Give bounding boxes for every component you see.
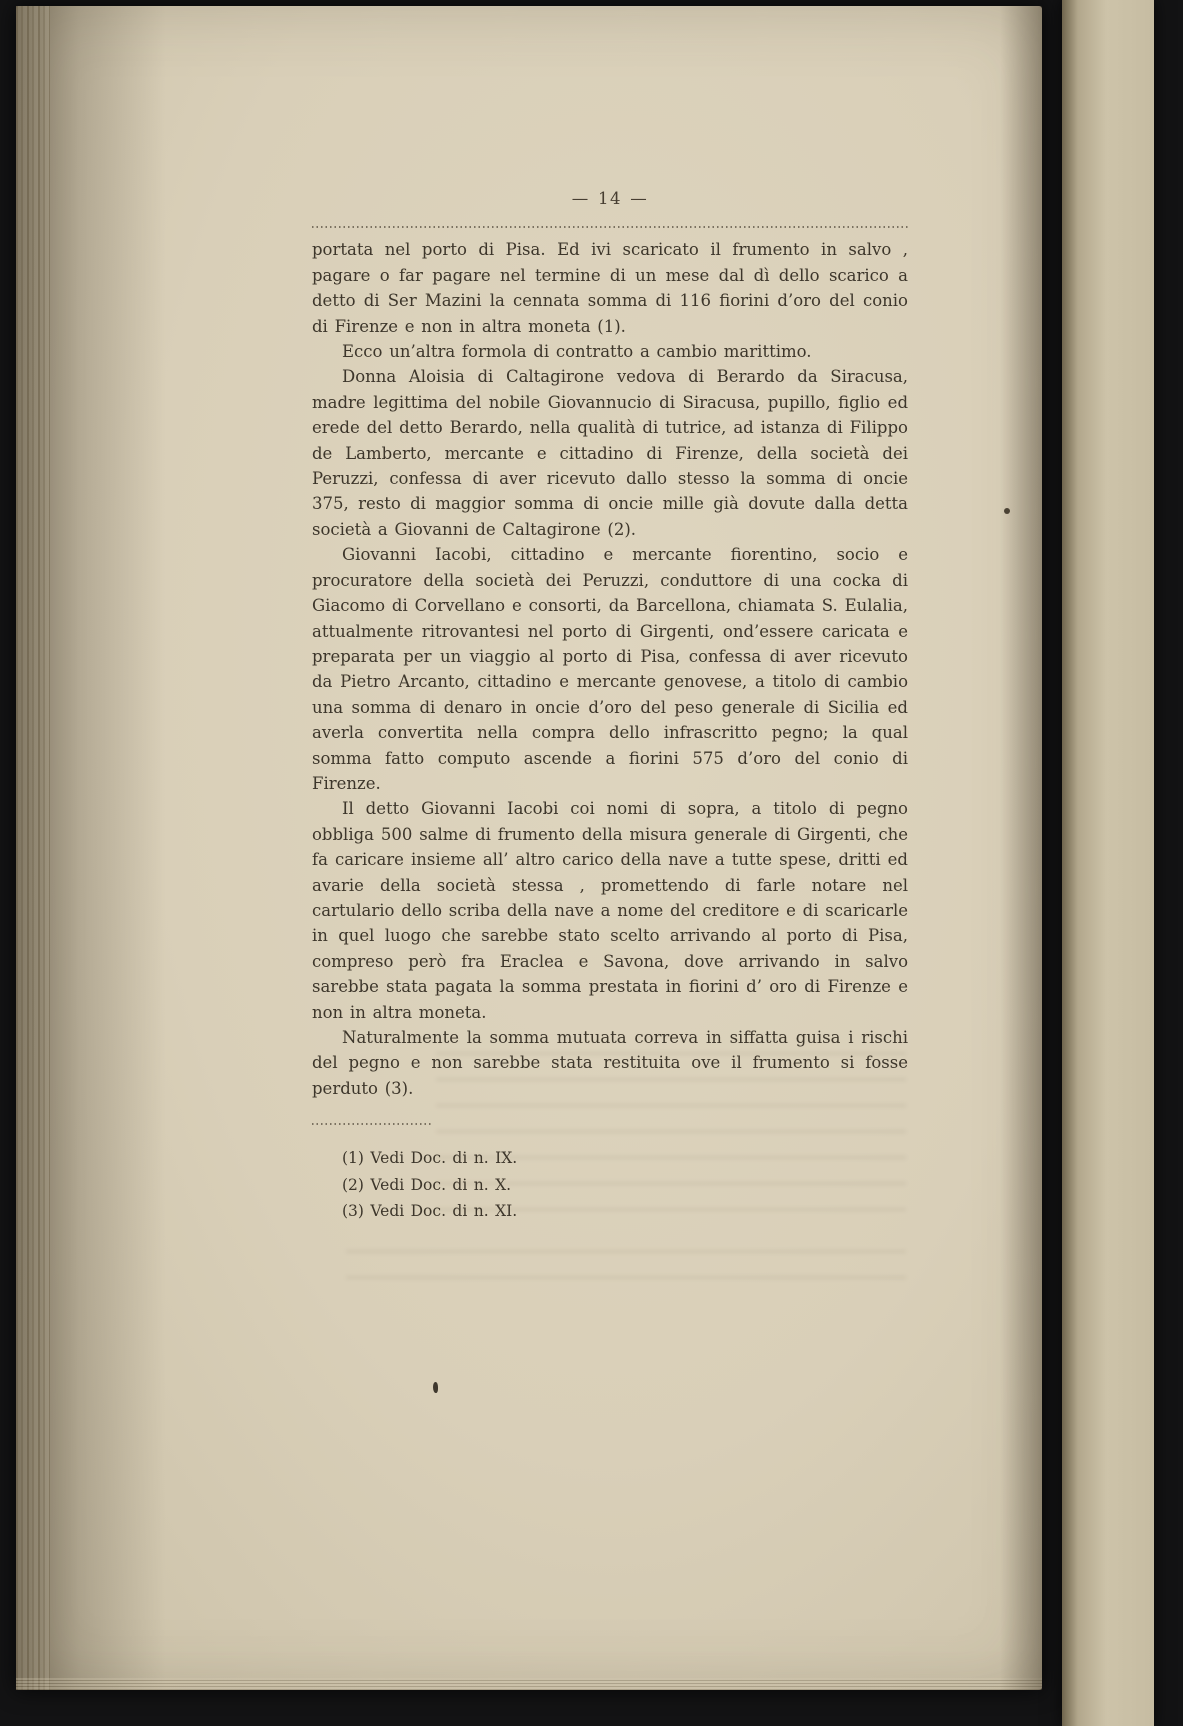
bottom-page-edges — [16, 1678, 1042, 1690]
right-edge-shadow — [1000, 6, 1042, 1690]
paragraph-6: Naturalmente la somma mutuata correva in siffatta guisa i rischi del pegno e non sarebbe stata restituita ove il frumento si fosse perduto (3). — [312, 1028, 908, 1098]
paragraph-2: Ecco un’altra formola di contratto a cambio marittimo. — [342, 342, 812, 362]
show-through-ghost-text — [346, 1231, 906, 1279]
page-number: — 14 — — [571, 189, 649, 208]
footnote-1: (1) Vedi Doc. di n. IX. — [342, 1149, 518, 1168]
paragraph-5: Il detto Giovanni Iacobi coi nomi di sopra, a titolo di pegno obbliga 500 salme di frumento della misura generale di Girgenti, che fa caricare insieme all’ altro carico della nave a tutte spese, dritti ed avarie della società stessa , promettendo di farle notare nel cartulario dello scriba della nave a nome del creditore e di scaricarle in quel luogo che sarebbe stato scelto arrivando al porto di Pisa, compreso però fra Eraclea e Savona, dove arrivando in salvo sarebbe stata pagata la somma prestata in fiorini d’ oro di Firenze e non in altra moneta. — [312, 799, 908, 1022]
footnotes — [312, 1145, 908, 1225]
paragraph-3: Donna Aloisia di Caltagirone vedova di Berardo da Siracusa, madre legittima del nobile Giovannucio di Siracusa, pupillo, figlio ed erede del detto Berardo, nella qualità di tutrice, ad istanza di Filippo de Lamberto, mercante e cittadino di Firenze, della società dei Peruzzi, confessa di aver ricevuto dallo stesso la somma di oncie 375, resto di maggior somma di oncie mille già dovute dalla detta società a Giovanni de Caltagirone (2). — [312, 367, 908, 539]
paragraph-1: portata nel porto di Pisa. Ed ivi scaricato il frumento in salvo , pagare o far pagare nel termine di un mese dal dì dello scarico a detto di Ser Mazini la cennata somma di 116 fiorini d’oro del conio di Firenze e non in altra moneta (1). — [312, 240, 908, 336]
ink-speck — [433, 1382, 438, 1393]
paragraph-4: Giovanni Iacobi, cittadino e mercante fiorentino, socio e procuratore della società dei Peruzzi, conduttore di una cocka di Giacomo di Corvellano e consorti, da Barcellona, chiamata S. Eulalia, attualmente ritrovantesi nel porto di Girgenti, ond’essere caricata e preparata per un viaggio al porto di Pisa, confessa di aver ricevuto da Pietro Arcanto, cittadino e mercante genovese, a titolo di cambio una somma di denaro in oncie d’oro del peso generale di Sicilia ed averla convertita nella compra dello infrascritto pegno; la qual somma fatto computo ascende a fiorini 575 d’oro del conio di Firenze. — [312, 545, 908, 793]
book-page — [16, 6, 1042, 1690]
footnote-3: (3) Vedi Doc. di n. XI. — [342, 1202, 518, 1221]
header-dotted-rule — [312, 226, 908, 228]
ink-speck — [1004, 508, 1010, 514]
footnote-dotted-rule — [312, 1123, 432, 1125]
facing-page-edge — [1062, 0, 1154, 1726]
footnote-2: (2) Vedi Doc. di n. X. — [342, 1175, 512, 1194]
gutter-shadow — [16, 6, 166, 1690]
text-column — [312, 6, 908, 1225]
body-text — [312, 237, 908, 1101]
